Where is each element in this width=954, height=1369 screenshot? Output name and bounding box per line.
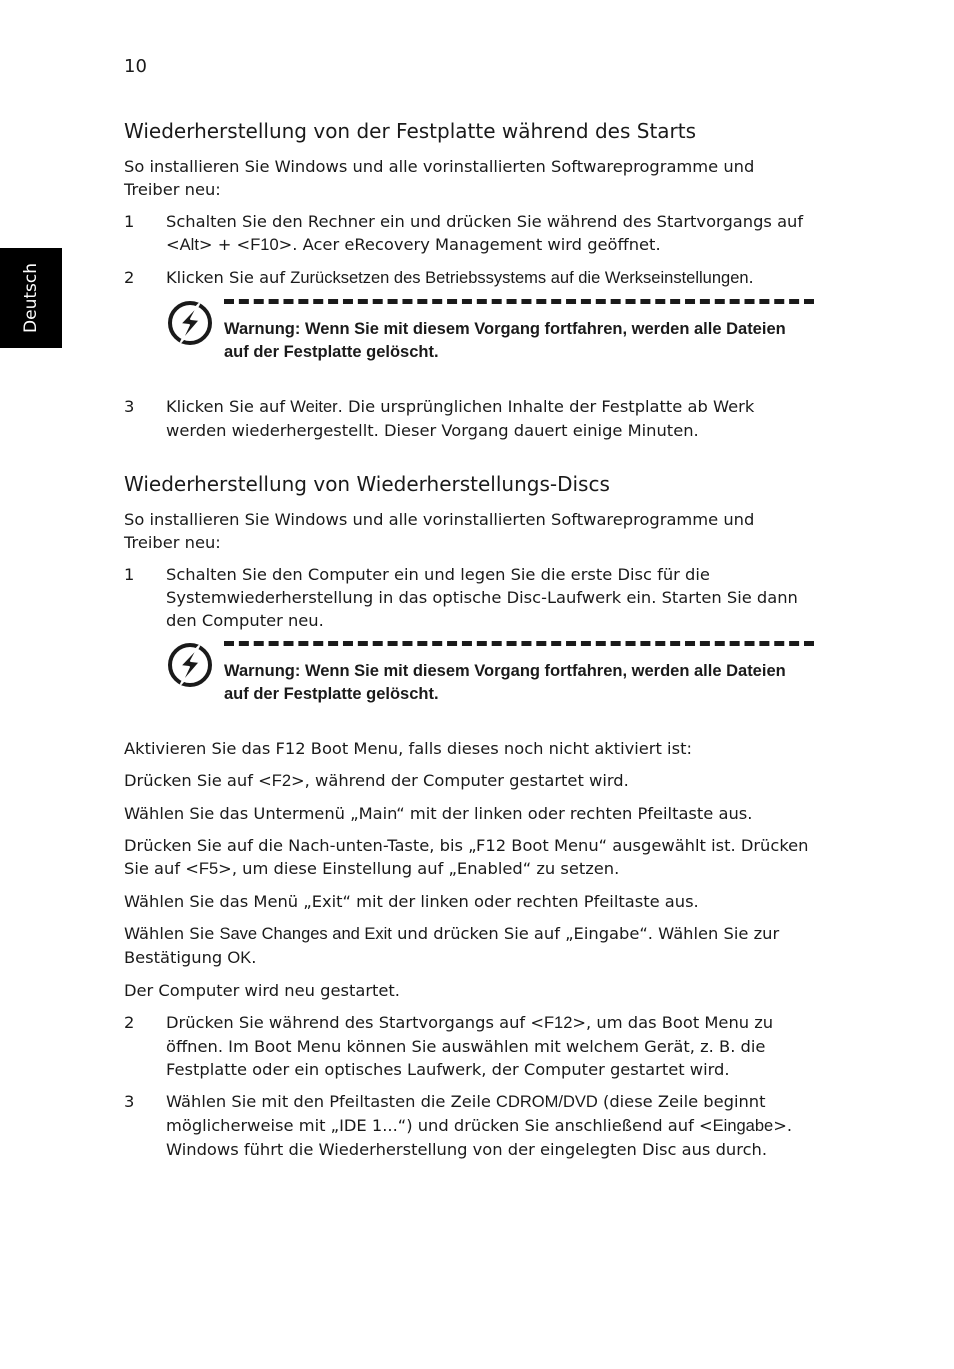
- language-tab-label: Deutsch: [21, 263, 41, 333]
- step-number: 3: [124, 397, 135, 416]
- warning-box: [124, 641, 814, 706]
- paragraph: Drücken Sie auf die Nach-unten-Taste, bis „F12 Boot Menu“ ausgewählt ist. Drücken Sie auf <F5>, um diese Einstellung auf „Enabled“ zu setzen.: [124, 836, 809, 878]
- step-text: Klicken Sie auf Zurücksetzen des Betriebssystems auf die Werkseinstellungen.: [166, 268, 754, 287]
- key-name: Eingabe: [712, 1117, 774, 1135]
- list-item: [124, 395, 814, 442]
- key-name: Alt: [179, 236, 199, 254]
- ui-element-name: CDROM/DVD: [496, 1093, 598, 1111]
- key-name: F5: [198, 860, 219, 878]
- step-number: 1: [124, 212, 135, 231]
- lightning-warning-icon: [166, 641, 214, 689]
- step-text: Klicken Sie auf Weiter. Die ursprünglichen Inhalte der Festplatte ab Werk werden wiederhergestellt. Dieser Vorgang dauert einige Minuten.: [166, 397, 755, 440]
- paragraph: Der Computer wird neu gestartet.: [124, 981, 400, 1000]
- step-text: Schalten Sie den Rechner ein und drücken Sie während des Startvorgangs auf <Alt> + <F10>. Acer eRecovery Management wird geöffnet.: [166, 212, 804, 254]
- page-content: [124, 117, 814, 1170]
- list-item: [124, 266, 814, 290]
- key-name: F12: [543, 1014, 573, 1032]
- list-item: [124, 210, 814, 257]
- step-number: 2: [124, 1013, 135, 1032]
- lightning-warning-icon: [166, 299, 214, 347]
- list-item: [124, 1090, 814, 1161]
- ui-element-name: OK: [227, 949, 252, 967]
- ui-element-name: Save Changes and Exit: [219, 925, 392, 943]
- warning-box: [124, 299, 814, 364]
- step-text: Drücken Sie während des Startvorgangs auf <F12>, um das Boot Menu zu öffnen. Im Boot Menu können Sie auswählen mit welchem Gerät, z. B. die Festplatte oder ein optisches Laufwerk, der Computer gestartet wird.: [166, 1013, 774, 1079]
- paragraph: Wählen Sie das Menü „Exit“ mit der linken oder rechten Pfeiltaste aus.: [124, 892, 699, 911]
- section-title-hdd-recovery: Wiederherstellung von der Festplatte während des Starts: [124, 119, 697, 143]
- section-title-disc-recovery: Wiederherstellung von Wiederherstellungs-Discs: [124, 472, 610, 496]
- warning-text: Warnung: Wenn Sie mit diesem Vorgang fortfahren, werden alle Dateien auf der Festplatte gelöscht.: [224, 320, 786, 361]
- paragraph: Drücken Sie auf <F2>, während der Computer gestartet wird.: [124, 771, 629, 790]
- warning-divider: [224, 641, 814, 646]
- ui-element-name: Zurücksetzen des Betriebssystems auf die Werkseinstellungen: [290, 269, 749, 287]
- paragraph: Wählen Sie das Untermenü „Main“ mit der linken oder rechten Pfeiltaste aus.: [124, 804, 753, 823]
- key-name: F2: [271, 772, 292, 790]
- step-number: 3: [124, 1092, 135, 1111]
- step-number: 1: [124, 565, 135, 584]
- paragraph: Wählen Sie Save Changes and Exit und drücken Sie auf „Eingabe“. Wählen Sie zur Bestätigung OK.: [124, 924, 780, 967]
- key-name: F10: [250, 236, 279, 254]
- list-item: [124, 1011, 814, 1081]
- page-number: 10: [124, 56, 147, 77]
- warning-divider: [224, 299, 814, 304]
- warning-text: Warnung: Wenn Sie mit diesem Vorgang fortfahren, werden alle Dateien auf der Festplatte gelöscht.: [224, 662, 786, 703]
- list-item: [124, 563, 814, 632]
- language-tab: [0, 248, 62, 348]
- step-text: Wählen Sie mit den Pfeiltasten die Zeile CDROM/DVD (diese Zeile beginnt möglicherweise mit „IDE 1...“) und drücken Sie anschließend auf <Eingabe>. Windows führt die Wiederherstellung von der eingelegten Disc aus durch.: [166, 1092, 793, 1159]
- section-intro: So installieren Sie Windows und alle vorinstallierten Softwareprogramme und Treiber neu:: [124, 510, 755, 552]
- paragraph: Aktivieren Sie das F12 Boot Menu, falls dieses noch nicht aktiviert ist:: [124, 739, 692, 758]
- ui-element-name: Weiter: [290, 398, 338, 416]
- section-intro: So installieren Sie Windows und alle vorinstallierten Softwareprogramme und Treiber neu:: [124, 157, 755, 199]
- step-text: Schalten Sie den Computer ein und legen Sie die erste Disc für die Systemwiederherstellung in das optische Disc-Laufwerk ein. Starten Sie dann den Computer neu.: [166, 565, 798, 630]
- step-number: 2: [124, 268, 135, 287]
